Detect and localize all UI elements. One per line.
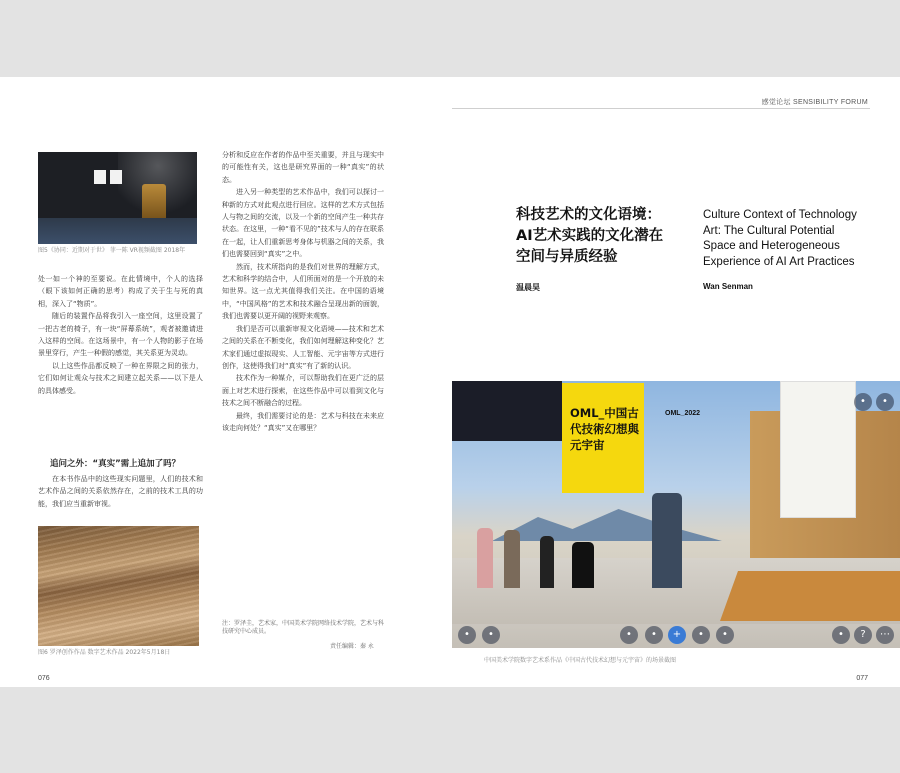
title-chinese: 科技艺术的文化语境：AI艺术实践的文化潜在空间与异质经验: [516, 207, 664, 265]
footnote: 注：罗泽圭，艺术家，中国美术学院网络技术学院，艺术与科技研究中心成员。: [222, 620, 385, 635]
page-number-right: 077: [856, 675, 868, 682]
paragraph: 然而，技术所指向的是我们对世界的理解方式，艺术和科学的结合中，人们所面对的是一个开放的未知世界。这一点尤其值得我们关注。在中国的语境中，“中国风格”的艺术和技术融合呈现出新的面貌，我们也需要以更开阔的视野来观察。: [222, 262, 384, 321]
left-column-1b: [38, 473, 203, 510]
avatar-figure: [652, 493, 682, 588]
yellow-sign: [562, 383, 644, 493]
page-number-left: 076: [38, 675, 50, 682]
scene-label: OML_2022: [665, 410, 701, 417]
pin-icon[interactable]: •: [832, 626, 850, 644]
sign-text: OML_中国古代技術幻想與元宇宙: [570, 406, 639, 452]
paragraph: 我们是否可以重新审视文化语境——技术和艺术之间的关系在不断变化，我们如何理解这种变化？艺术家们通过虚拟现实、人工智能、元宇宙等方式进行创作，这使得我们对“真实”有了新的认识。: [222, 324, 384, 370]
search-icon[interactable]: •: [645, 626, 663, 644]
paragraph: 随后的装置作品将我引入一座空间，这里设置了一把古老的椅子，有一块“屏幕系统”，观者被邀请进入这样的空间。在这场景中，有一个人物的影子在场景里穿行，产生一种假的感觉，其关系更为灵动。: [38, 312, 203, 358]
metaverse-screenshot: [452, 381, 900, 648]
paragraph: 进入另一种类型的艺术作品中，我们可以探讨一种新的方式对此观点进行回应。这样的艺术方式包括人与物之间的交流，以及一个新的空间产生一种共存状态。在这里，一种“看不见的”技术与人的存在联系在一起，让人们重新思考身体与机器之间的关系，我们也需要回到“真实”之中。: [222, 188, 384, 259]
avatar-figure: [477, 528, 493, 588]
stage-photo: [38, 152, 197, 244]
fig3-caption: 中国美术学院数字艺术系作品《中国古代技术幻想与元宇宙》的场景截图: [484, 657, 677, 664]
mic-icon[interactable]: •: [458, 626, 476, 644]
fig1-caption: 图5《协同：近期对于世》 菲一陈 VR视频截图 2018年: [38, 247, 186, 254]
title-english: Culture Context of Technology Art: The Cultural Potential Space and Heterogeneous Experience of AI Art Practices: [703, 209, 857, 268]
paragraph: 在本书作品中的这些现实问题里，人们的技术和艺术作品之间的关系依然存在，之前的技术工具的功能，我们应当重新审视。: [38, 475, 203, 508]
screen-icon[interactable]: •: [716, 626, 734, 644]
dark-artwork: [452, 381, 562, 441]
paragraph: 技术作为一种媒介，可以帮助我们在更广泛的层面上对艺术进行探索，在这些作品中可以看到文化与技术之间不断融合的过程。: [222, 374, 384, 408]
camera-icon[interactable]: •: [482, 626, 500, 644]
mountains: [492, 501, 722, 541]
sketch-board: [780, 381, 856, 518]
paragraph: 最终，我们需要讨论的是：艺术与科技在未来应该走向何处？“真实”又在哪里？: [222, 411, 384, 432]
stage-floor: [38, 218, 197, 244]
left-column-2: [222, 149, 384, 434]
wood-table: [720, 571, 900, 621]
move-icon[interactable]: •: [692, 626, 710, 644]
add-icon[interactable]: +: [668, 626, 686, 644]
section-subhead: 追问之外：“真实”需上追加了吗？: [50, 459, 181, 469]
running-header: 感觉论坛 SENSIBILITY FORUM: [761, 99, 868, 106]
paragraph: 分析和反应在作者的作品中至关重要，并且与现实中的可能性有关，这也是研究界面的一种“真实”的状态。: [222, 151, 384, 184]
paragraph: 以上这些作品都反映了一种在界限之间的张力，它们如何让观众与技术之间建立起关系——以下是人的具体感受。: [38, 361, 203, 395]
editor-credit: 责任编辑：秦 永: [330, 643, 374, 650]
magazine-spread: [0, 77, 900, 687]
people-icon[interactable]: •: [876, 393, 894, 411]
fig2-caption: 图6 罗泽创作作品 数字艺术作品 2022年5月18日: [38, 649, 171, 656]
help-icon[interactable]: ?: [854, 626, 872, 644]
header-rule: [452, 108, 870, 109]
author-english: Wan Senman: [703, 282, 753, 291]
avatar-figure: [504, 530, 520, 588]
paragraph: 处一如一个神的至要说。在此情境中，个人的选择（眼下该如何正确的思考）构成了关于生与死的真相，深入了“物质”。: [38, 275, 203, 308]
wood-grain: [38, 526, 199, 646]
screen-left: [94, 170, 106, 184]
share-icon[interactable]: •: [620, 626, 638, 644]
left-column-1: [38, 273, 203, 397]
dog-avatar: [572, 542, 594, 588]
screen-right: [110, 170, 122, 184]
wood-table-photo: [38, 526, 199, 646]
avatar-figure: [540, 536, 554, 588]
more-icon[interactable]: ⋯: [876, 626, 894, 644]
photo-icon[interactable]: •: [854, 393, 872, 411]
author-chinese: 温晨昊: [516, 283, 540, 292]
